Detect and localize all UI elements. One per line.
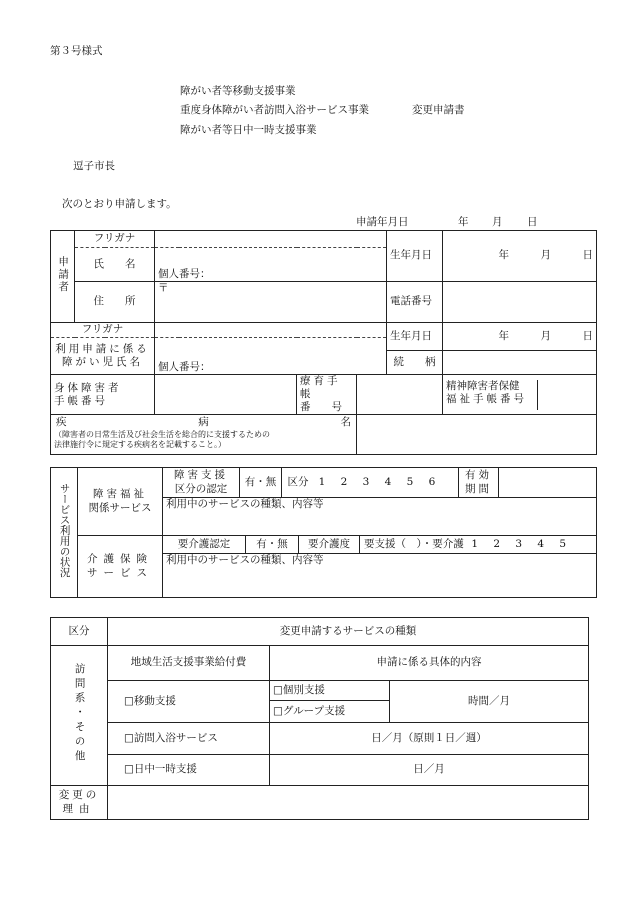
application-date-month: 月 — [492, 216, 503, 228]
bathing-service-checkbox[interactable]: □訪問入浴サービス — [108, 723, 270, 755]
applicant-phone-field[interactable] — [443, 282, 597, 323]
daytime-days-field[interactable]: 日／月 — [270, 755, 589, 786]
mobility-time-field[interactable]: 時間／月 — [390, 681, 589, 723]
category-header: 区分 — [51, 618, 108, 646]
title-line-1: 障がい者等移動支援事業 — [180, 85, 296, 97]
group-support-checkbox[interactable]: □グループ支援 — [270, 701, 390, 723]
child-furigana-label: フリガナ — [51, 323, 155, 338]
applicant-birthdate-label: 生年月日 — [387, 231, 443, 282]
applicant-side-label: 申請者 — [51, 231, 75, 323]
welfare-service-in-use[interactable]: 利用中のサービスの種類、内容等 — [163, 498, 597, 536]
care-insurance-label: 介護保険 サービス — [78, 536, 163, 598]
applicant-address-label: 住 所 — [75, 282, 155, 323]
service-type-header: 変更申請するサービスの種類 — [108, 618, 589, 646]
child-name-label: 利用申請に係る 障がい児氏名 — [51, 338, 155, 375]
title-suffix: 変更申請書 — [412, 104, 465, 116]
rehab-handbook-field[interactable] — [357, 375, 443, 415]
care-level-options[interactable]: 要支援（ ）・要介護 1 2 3 4 5 — [364, 538, 567, 550]
support-cert-label: 障害支援 区分の認定 — [163, 468, 240, 498]
support-category[interactable]: 区分 1 2 3 4 5 6 — [282, 468, 459, 498]
care-cert-label: 要介護認定 — [163, 536, 246, 553]
child-relation-label: 続 柄 — [387, 351, 443, 375]
child-relation-field[interactable] — [443, 351, 597, 375]
child-birthdate-field[interactable]: 年 月 日 — [443, 323, 597, 351]
bathing-days-field[interactable]: 日／月（原則１日／週） — [270, 723, 589, 755]
visit-other-side-label: 訪問系・その他 — [51, 646, 108, 786]
care-level-label: 要介護度 — [299, 536, 360, 553]
rehab-handbook-label: 療育手帳 番 号 — [297, 375, 357, 415]
child-birthdate-label: 生年月日 — [387, 323, 443, 351]
addressee: 逗子市長 — [73, 160, 115, 172]
care-cert-yes-no[interactable]: 有・無 — [246, 536, 299, 553]
applicant-address-field[interactable] — [155, 282, 387, 323]
child-furigana-field[interactable] — [155, 323, 387, 338]
applicant-individual-number-label: 個人番号： — [158, 267, 211, 280]
individual-support-checkbox[interactable]: □個別支援 — [270, 681, 390, 701]
service-status-side-label: サービス利用の状況 — [51, 468, 78, 598]
valid-period-field[interactable] — [499, 468, 597, 498]
care-cert-row — [163, 536, 597, 554]
support-cert-yes-no[interactable]: 有・無 — [240, 468, 282, 498]
benefit-label: 地域生活支援事業給付費 — [108, 646, 270, 681]
mobility-support-checkbox[interactable]: □移動支援 — [108, 681, 270, 723]
applicant-phone-label: 電話番号 — [387, 282, 443, 323]
valid-period-label: 有効 期間 — [459, 468, 499, 498]
applicant-furigana-field[interactable] — [155, 231, 387, 248]
application-date-day: 日 — [527, 216, 538, 228]
title-line-3: 障がい者等日中一時支援事業 — [180, 124, 317, 136]
care-service-in-use[interactable]: 利用中のサービスの種類、内容等 — [163, 554, 597, 598]
content-label: 申請に係る具体的内容 — [270, 646, 589, 681]
disease-note: （障害者の日常生活及び社会生活を総合的に支援するための 法律施行令に規定する疾病名を記載すること。） — [54, 429, 270, 449]
physical-handbook-label: 身体障害者 手帳番号 — [51, 375, 155, 415]
child-name-field[interactable] — [155, 338, 387, 375]
disease-field[interactable] — [357, 415, 597, 455]
mental-handbook-field[interactable] — [538, 380, 596, 410]
applicant-table — [50, 230, 597, 455]
applicant-furigana-label: フリガナ — [75, 231, 155, 248]
change-reason-label: 変更の 理由 — [51, 786, 108, 820]
form-number: 第３号様式 — [50, 45, 103, 57]
service-status-table — [50, 467, 597, 598]
postal-mark: 〒 — [158, 282, 169, 294]
disease-label: 疾 病 名 （障害者の日常生活及び社会生活を総合的に支援するための 法律施行令に規定する疾病名を記載すること。） — [51, 415, 357, 455]
daytime-support-checkbox[interactable]: □日中一時支援 — [108, 755, 270, 786]
application-date-label: 申請年月日 — [356, 216, 409, 228]
mental-handbook-cell — [443, 375, 597, 415]
change-request-table — [50, 617, 589, 820]
applicant-name-label: 氏 名 — [75, 248, 155, 282]
applicant-name-field[interactable] — [155, 248, 387, 282]
mental-handbook-label: 精神障害者保健 福祉手帳番号 — [443, 380, 538, 410]
change-reason-field[interactable] — [108, 786, 589, 820]
welfare-service-label: 障害福祉 関係サービス — [78, 468, 163, 536]
physical-handbook-field[interactable] — [155, 375, 297, 415]
application-date-year: 年 — [458, 216, 469, 228]
applicant-birthdate-field[interactable]: 年 月 日 — [443, 231, 597, 282]
title-line-2: 重度身体障がい者訪問入浴サービス事業 — [180, 104, 369, 116]
request-text: 次のとおり申請します。 — [62, 198, 177, 210]
child-individual-number-label: 個人番号： — [158, 360, 211, 373]
